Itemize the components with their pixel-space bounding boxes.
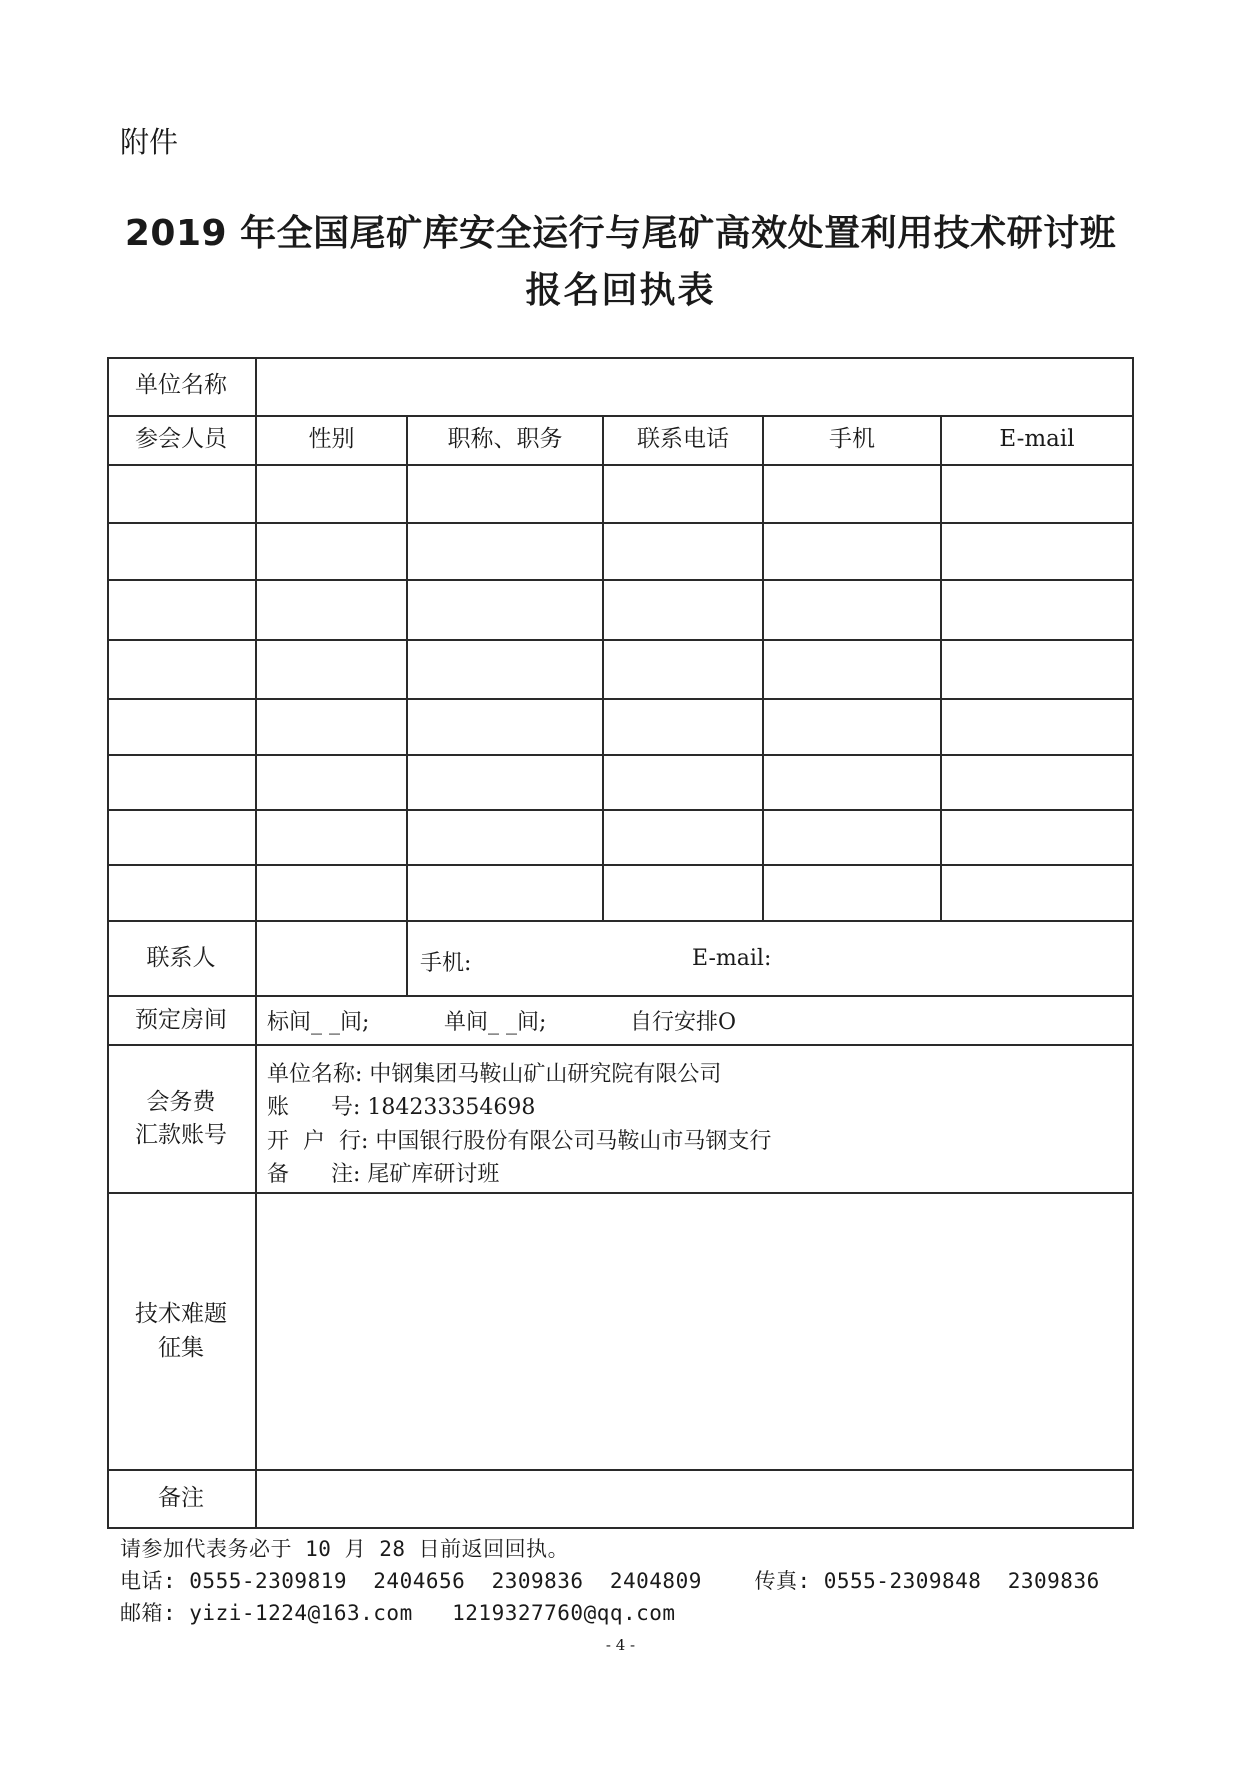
contact-email: 邮箱: yizi-1224@163.com 1219327760@qq.com	[120, 1601, 676, 1625]
document-title: 2019 年全国尾矿库安全运行与尾矿高效处置利用技术研讨班	[124, 213, 1117, 254]
room-single-option[interactable]: 单间_ _间;	[444, 1010, 547, 1035]
room-label: 预定房间	[135, 1006, 227, 1033]
remarks-label: 备注	[158, 1485, 204, 1512]
contact-phone-fax: 电话: 0555-2309819 2404656 2309836 2404809 传真: 0555-2309848 2309836	[120, 1569, 1100, 1593]
unit-name-field[interactable]	[257, 359, 1132, 415]
room-self-arrange-option[interactable]: 自行安排O	[630, 1010, 737, 1035]
attendee-entry-rows[interactable]	[109, 466, 1132, 920]
unit-name-label: 单位名称	[135, 372, 227, 399]
fee-unit-name: 单位名称: 中钢集团马鞍山矿山研究院有限公司	[267, 1062, 722, 1087]
fee-account-label: 会务费 汇款账号	[135, 1088, 227, 1148]
attachment-label: 附件	[120, 125, 179, 159]
deadline-note: 请参加代表务必于 10 月 28 日前返回回执。	[120, 1537, 570, 1561]
remarks-field[interactable]	[257, 1471, 1132, 1527]
header-gender: 性别	[308, 425, 355, 452]
header-mobile: 手机	[829, 425, 875, 452]
header-phone: 联系电话	[637, 425, 729, 452]
tech-problems-field[interactable]	[257, 1194, 1132, 1469]
room-standard-option[interactable]: 标间_ _间;	[267, 1010, 370, 1035]
tech-problems-label: 技术难题 征集	[135, 1301, 227, 1361]
contact-name-field[interactable]	[257, 922, 406, 995]
fee-bank: 开 户 行: 中国银行股份有限公司马鞍山市马钢支行	[267, 1129, 772, 1154]
page-number: - 4 -	[605, 1636, 636, 1654]
contact-email-label: E-mail:	[692, 946, 772, 971]
header-email: E-mail	[999, 425, 1075, 452]
registration-form-table	[107, 357, 1134, 1529]
contact-mobile-label: 手机:	[420, 951, 472, 976]
header-attendee: 参会人员	[135, 425, 227, 452]
header-title-position: 职称、职务	[447, 425, 563, 452]
document-subtitle: 报名回执表	[525, 270, 716, 311]
contact-label: 联系人	[146, 944, 216, 971]
fee-remark: 备 注: 尾矿库研讨班	[267, 1162, 500, 1187]
fee-account-number: 账 号: 184233354698	[267, 1095, 536, 1120]
